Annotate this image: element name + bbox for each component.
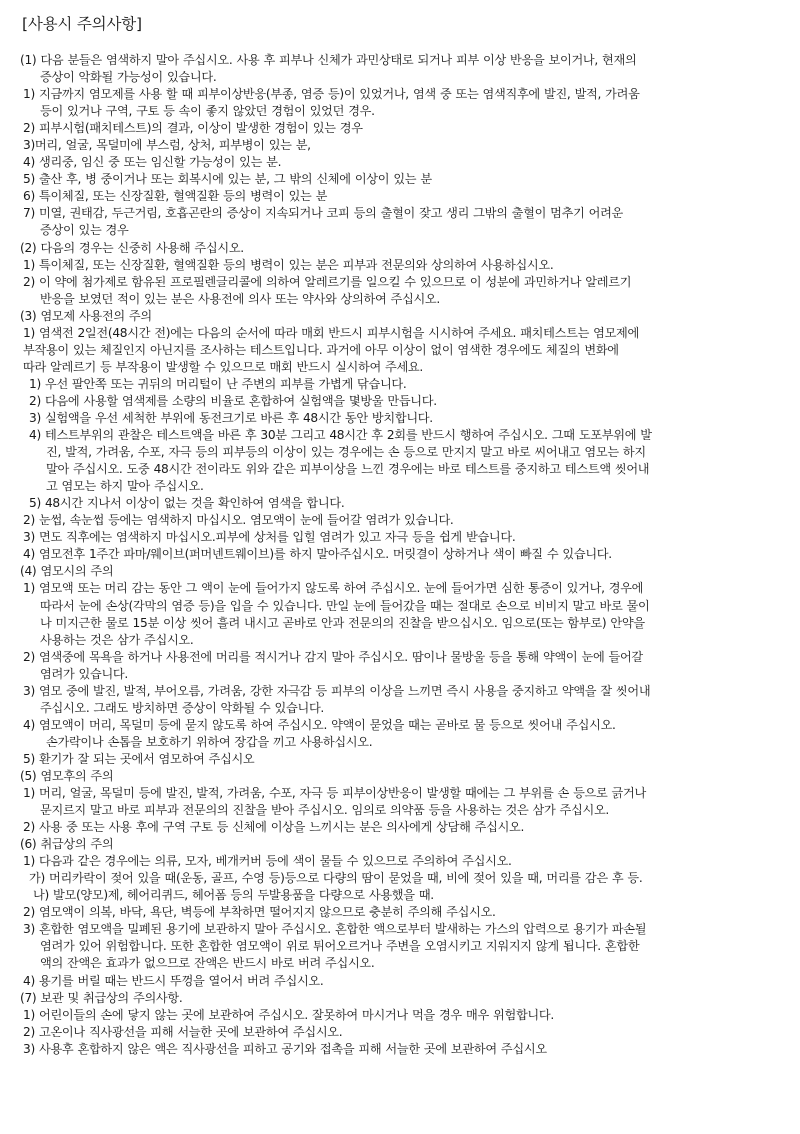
text-line: 나) 발모(양모)제, 헤어리퀴드, 헤어폼 등의 두발용품을 다량으로 사용했을 때. [33,888,434,903]
text-line: 염려가 있습니다. [40,666,128,681]
text-line: (2) 다음의 경우는 신중히 사용해 주십시오. [20,240,244,255]
text-line: 손가락이나 손톱을 보호하기 위하여 장갑을 끼고 사용하십시오. [46,734,373,749]
text-line: 부작용이 있는 체질인지 아닌지를 조사하는 테스트입니다. 과거에 아무 이상이 없이 염색한 경우에도 체질의 변화에 [23,342,619,357]
text-line: (3) 염모제 사용전의 주의 [20,308,152,323]
text-line: 고 염모는 하지 말아 주십시오. [46,479,204,494]
text-line: (7) 보관 및 취급상의 주의사항. [20,990,183,1005]
text-line: 2) 고온이나 직사광선을 피해 서늘한 곳에 보관하여 주십시오. [23,1024,343,1039]
text-line: 1) 특이체질, 또는 신장질환, 혈액질환 등의 병력이 있는 분은 피부과 전문의와 상의하여 사용하십시오. [23,257,554,272]
text-line: 3) 염모 중에 발진, 발적, 부어오름, 가려움, 강한 자극감 등 피부의 이상을 느끼면 즉시 사용을 중지하고 약액을 잘 씻어내 [23,683,651,698]
text-line: (4) 염모시의 주의 [20,564,114,579]
text-line: 4) 염모액이 머리, 목덜미 등에 묻지 않도록 하여 주십시오. 약액이 묻었을 때는 곧바로 물 등으로 씻어내 주십시오. [23,717,616,732]
text-line: (6) 취급상의 주의 [20,837,114,852]
text-line: 4) 생리중, 임신 중 또는 임신할 가능성이 있는 분. [23,155,282,170]
text-line: 3) 혼합한 염모액을 밀폐된 용기에 보관하지 말아 주십시오. 혼합한 액으로부터 발새하는 가스의 압력으로 용기가 파손될 [23,922,647,937]
precautions-body [0,52,800,1058]
text-line: 5) 48시간 지나서 이상이 없는 것을 확인하여 염색을 합니다. [29,496,345,511]
text-line: (5) 염모후의 주의 [20,768,114,783]
text-line: 염려가 있어 위험합니다. 또한 혼합한 염모액이 위로 튀어오르거나 주변을 오염시키고 지워지지 않게 됩니다. 혼합한 [40,939,640,954]
text-line: 액의 잔액은 효과가 없으므로 잔액은 반드시 바로 버려 주십시오. [40,956,375,971]
text-line: 등이 있거나 구역, 구토 등 속이 좋지 않았던 경험이 있었던 경우. [40,104,375,119]
text-line: 3) 실험액을 우선 세척한 부위에 동전크기로 바른 후 48시간 동안 방치합니다. [29,410,433,425]
text-line: 2) 피부시험(패치테스트)의 결과, 이상이 발생한 경험이 있는 경우 [23,121,363,136]
text-line: 1) 지금까지 염모제를 사용 할 때 피부이상반응(부종, 염증 등)이 있었거나, 염색 중 또는 염색직후에 발진, 발적, 가려움 [23,87,640,102]
text-line: 2) 염색중에 목욕을 하거나 사용전에 머리를 적시거나 감지 말아 주십시오. 땀이나 물방울 등을 통해 약액이 눈에 들어갈 [23,649,643,664]
text-line: 문지르지 말고 바로 피부과 전문의의 진찰을 받아 주십시오. 임의로 의약품 등을 사용하는 것은 삼가 주십시오. [40,803,610,818]
text-line: 증상이 악화될 가능성이 있습니다. [40,70,217,85]
text-line: 5) 환기가 잘 되는 곳에서 염모하여 주십시오 [23,751,255,766]
text-line: 따라 알레르기 등 부작용이 발생할 수 있으므로 매회 반드시 실시하여 주세요. [23,359,423,374]
text-line: 1) 머리, 얼굴, 목덜미 등에 발진, 발적, 가려움, 수포, 자극 등 피부이상반응이 발생할 때에는 그 부위를 손 등으로 긁거나 [23,786,646,801]
text-line: 1) 우선 팔안쪽 또는 귀뒤의 머리털이 난 주변의 피부를 가볍게 닦습니다. [29,376,407,391]
text-line: 1) 염색전 2일전(48시간 전)에는 다음의 순서에 따라 매회 반드시 피부시험을 시시하여 주세요. 패치테스트는 염모제에 [23,325,640,340]
text-line: 3) 사용후 혼합하지 않은 액은 직사광선을 피하고 공기와 접촉을 피해 서늘한 곳에 보관하여 주십시오 [23,1041,547,1056]
text-line: 가) 머리카락이 젖어 있을 때(운동, 골프, 수영 등)등으로 다량의 땀이 묻었을 때, 비에 젖어 있을 때, 머리를 감은 후 등. [29,871,643,886]
text-line: 2) 사용 중 또는 사용 후에 구역 구토 등 신체에 이상을 느끼시는 분은 의사에게 상담해 주십시오. [23,820,525,835]
text-line: 4) 염모전후 1주간 파마/웨이브(퍼머넨트웨이브)를 하지 말아주십시오. 머릿결이 상하거나 색이 빠질 수 있습니다. [23,547,612,562]
text-line: 2) 눈썹, 속눈썹 등에는 염색하지 마십시오. 염모액이 눈에 들어갈 염려가 있습니다. [23,513,454,528]
text-line: 반응을 보였던 적이 있는 분은 사용전에 의사 또는 약사와 상의하여 주십시오. [40,291,440,306]
text-line: 주십시오. 그래도 방치하면 증상이 악화될 수 있습니다. [40,700,325,715]
document-title: [사용시 주의사항] [22,15,142,33]
text-line: 4) 테스트부위의 관찰은 테스트액을 바른 후 30분 그리고 48시간 후 2회를 반드시 행하여 주십시오. 그때 도포부위에 발 [29,428,652,443]
text-line: 4) 용기를 버릴 때는 반드시 뚜껑을 열어서 버려 주십시오. [23,973,324,988]
text-line: 6) 특이체질, 또는 신장질환, 혈액질환 등의 병력이 있는 분 [23,189,328,204]
text-line: 1) 어린이들의 손에 닿지 않는 곳에 보관하여 주십시오. 잘못하여 마시거나 먹을 경우 매우 위험합니다. [23,1007,554,1022]
text-line: 2) 염모액이 의복, 바닥, 욕단, 벽등에 부착하면 떨어지지 않으므로 충분히 주의해 주십시오. [23,905,496,920]
text-line: 1) 염모액 또는 머리 감는 동안 그 액이 눈에 들어가지 않도록 하여 주십시오. 눈에 들어가면 심한 통증이 있거나, 경우에 [23,581,644,596]
text-line: 2) 다음에 사용할 염색제를 소량의 비율로 혼합하여 실험액을 몇방울 만듭니다. [29,393,437,408]
text-line: 3) 면도 직후에는 염색하지 마십시오.피부에 상처를 입힐 염려가 있고 자극 등을 쉽게 받습니다. [23,530,516,545]
text-line: 말아 주십시오. 도중 48시간 전이라도 위와 같은 피부이상을 느낀 경우에는 바로 테스트를 중지하고 테스트액 씻어내 [46,462,650,477]
text-line: 진, 발적, 가려움, 수포, 자극 등의 피부등의 이상이 있는 경우에는 손 등으로 만지지 말고 바로 씨어내고 염모는 하지 [46,445,646,460]
text-line: 증상이 있는 경우 [40,223,129,238]
text-line: 5) 출산 후, 병 중이거나 또는 회복시에 있는 분, 그 밖의 신체에 이상이 있는 분 [23,172,432,187]
text-line: 2) 이 약에 첨가제로 함유된 프로필렌글리콜에 의하여 알레르기를 일으킬 수 있으므로 이 성분에 과민하거나 알레르기 [23,274,632,289]
text-line: 3)머리, 얼굴, 목덜미에 부스럼, 상처, 피부병이 있는 분, [23,138,311,153]
text-line: 사용하는 것은 삼가 주십시오. [40,632,194,647]
text-line: 1) 다음과 같은 경우에는 의류, 모자, 베개커버 등에 색이 물들 수 있으므로 주의하여 주십시오. [23,854,512,869]
text-line: 나 미지근한 물로 15분 이상 씻어 흘려 내시고 곧바로 안과 전문의의 진찰을 받으십시오. 임으로(또는 함부로) 안약을 [40,615,645,630]
text-line: 따라서 눈에 손상(각막의 염증 등)을 입을 수 있습니다. 만일 눈에 들어갔을 때는 절대로 손으로 비비지 말고 바로 물이 [40,598,650,613]
text-line: (1) 다음 분들은 염색하지 말아 주십시오. 사용 후 피부나 신체가 과민상태로 되거나 피부 이상 반응을 보이거나, 현재의 [20,53,637,67]
text-line: 7) 미열, 권태감, 두근거림, 호흡곤란의 증상이 지속되거나 코피 등의 출혈이 잦고 생리 그밖의 출혈이 멈추기 어려운 [23,206,624,221]
